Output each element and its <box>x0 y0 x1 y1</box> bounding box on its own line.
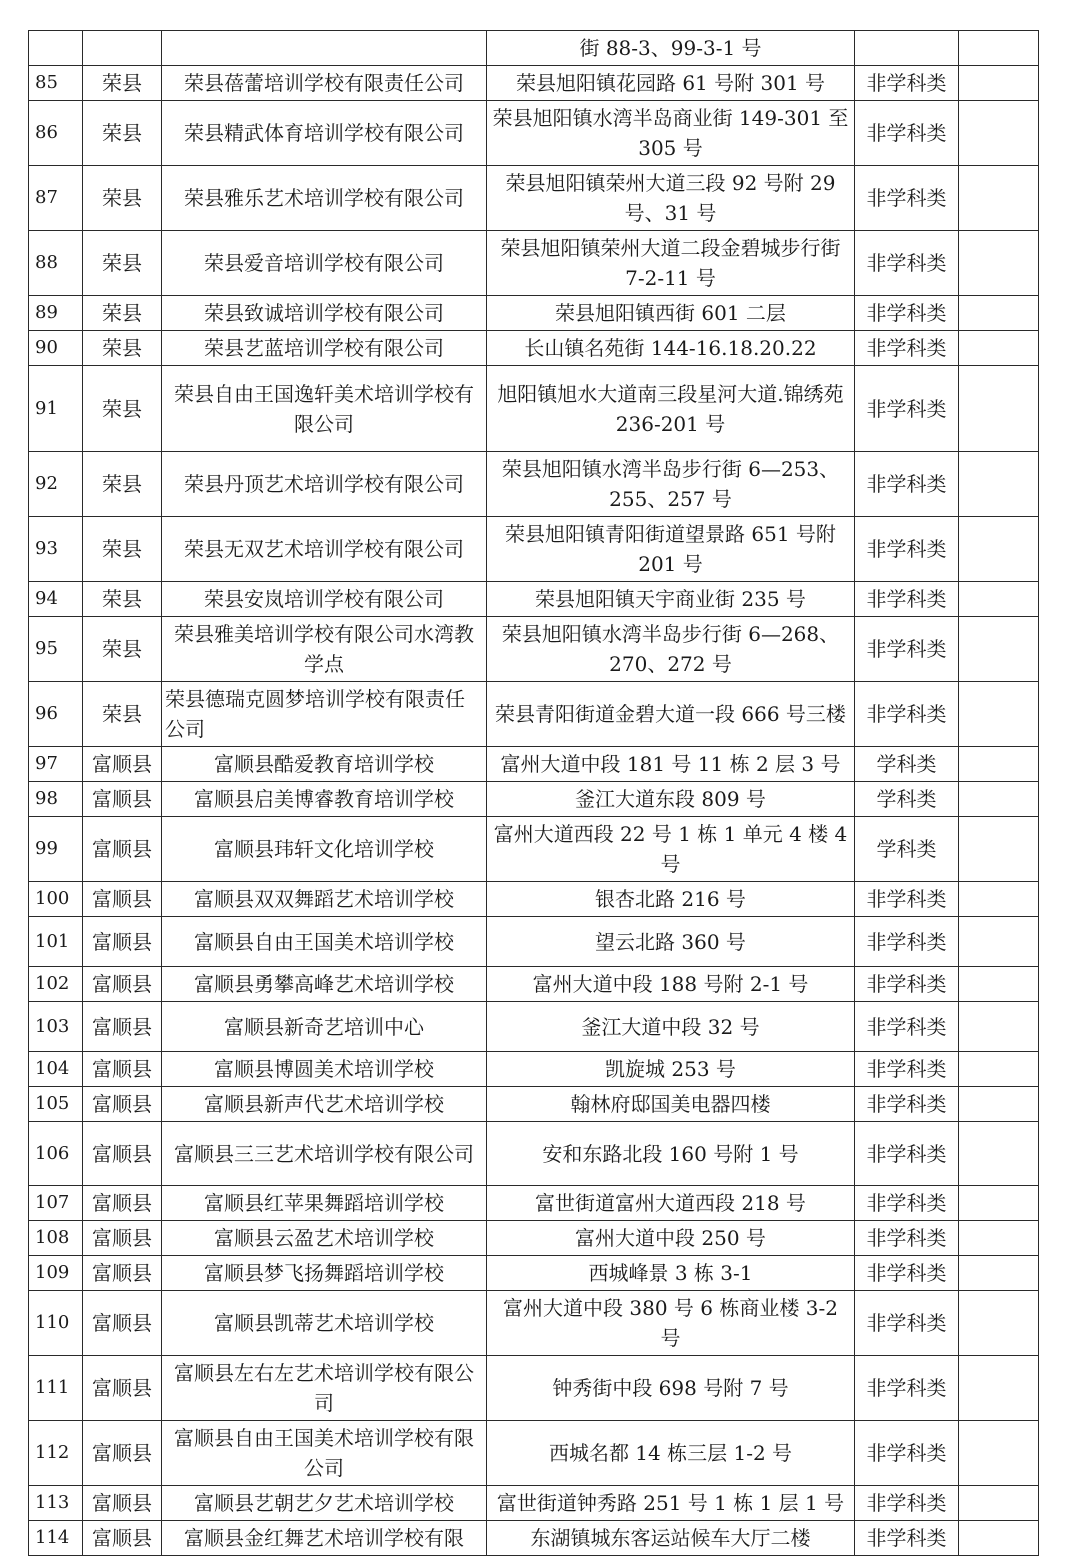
cell-category: 非学科类 <box>855 296 959 331</box>
cell-address: 荣县青阳街道金碧大道一段 666 号三楼 <box>487 682 855 747</box>
cell-number: 100 <box>29 882 83 917</box>
cell-county: 荣县 <box>83 101 162 166</box>
cell-number: 89 <box>29 296 83 331</box>
cell-number: 88 <box>29 231 83 296</box>
cell-address: 西城峰景 3 栋 3-1 <box>487 1256 855 1291</box>
cell-note <box>959 967 1039 1002</box>
cell-school-name: 荣县无双艺术培训学校有限公司 <box>162 517 487 582</box>
table-row <box>29 1291 1039 1356</box>
cell-number: 114 <box>29 1521 83 1556</box>
cell-note <box>959 1052 1039 1087</box>
cell-number: 102 <box>29 967 83 1002</box>
cell-category: 非学科类 <box>855 1291 959 1356</box>
cell-school-name: 荣县自由王国逸轩美术培训学校有限公司 <box>162 366 487 452</box>
cell-county: 富顺县 <box>83 917 162 967</box>
cell-county: 富顺县 <box>83 817 162 882</box>
cell-school-name: 富顺县启美博睿教育培训学校 <box>162 782 487 817</box>
cell-category: 非学科类 <box>855 1521 959 1556</box>
cell-address: 安和东路北段 160 号附 1 号 <box>487 1122 855 1186</box>
cell-note <box>959 682 1039 747</box>
cell-note <box>959 1421 1039 1486</box>
table-row <box>29 31 1039 66</box>
cell-category: 学科类 <box>855 817 959 882</box>
cell-number: 106 <box>29 1122 83 1186</box>
cell-address: 钟秀街中段 698 号附 7 号 <box>487 1356 855 1421</box>
cell-note <box>959 617 1039 682</box>
cell-number: 91 <box>29 366 83 452</box>
cell-number: 108 <box>29 1221 83 1256</box>
cell-note <box>959 452 1039 517</box>
cell-county: 荣县 <box>83 617 162 682</box>
cell-address: 银杏北路 216 号 <box>487 882 855 917</box>
cell-address: 荣县旭阳镇荣州大道三段 92 号附 29 号、31 号 <box>487 166 855 231</box>
cell-note <box>959 782 1039 817</box>
cell-category: 非学科类 <box>855 1256 959 1291</box>
table-row <box>29 747 1039 782</box>
cell-category: 非学科类 <box>855 882 959 917</box>
cell-address: 荣县旭阳镇西街 601 二层 <box>487 296 855 331</box>
cell-school-name: 荣县雅美培训学校有限公司水湾教学点 <box>162 617 487 682</box>
cell-number: 103 <box>29 1002 83 1052</box>
cell-school-name: 富顺县新奇艺培训中心 <box>162 1002 487 1052</box>
cell-note <box>959 1486 1039 1521</box>
cell-school-name: 富顺县云盈艺术培训学校 <box>162 1221 487 1256</box>
cell-number: 97 <box>29 747 83 782</box>
table-row <box>29 1256 1039 1291</box>
cell-number: 95 <box>29 617 83 682</box>
cell-school-name <box>162 31 487 66</box>
table-row <box>29 817 1039 882</box>
cell-note <box>959 366 1039 452</box>
cell-category: 非学科类 <box>855 166 959 231</box>
cell-address: 富州大道中段 181 号 11 栋 2 层 3 号 <box>487 747 855 782</box>
cell-number: 92 <box>29 452 83 517</box>
cell-number: 87 <box>29 166 83 231</box>
cell-note <box>959 817 1039 882</box>
cell-county: 富顺县 <box>83 1221 162 1256</box>
cell-school-name: 富顺县梦飞扬舞蹈培训学校 <box>162 1256 487 1291</box>
cell-address: 望云北路 360 号 <box>487 917 855 967</box>
cell-school-name: 荣县艺蓝培训学校有限公司 <box>162 331 487 366</box>
cell-category: 非学科类 <box>855 452 959 517</box>
cell-address: 富世街道钟秀路 251 号 1 栋 1 层 1 号 <box>487 1486 855 1521</box>
cell-county: 荣县 <box>83 682 162 747</box>
cell-address: 富州大道西段 22 号 1 栋 1 单元 4 楼 4 号 <box>487 817 855 882</box>
cell-school-name: 富顺县博圆美术培训学校 <box>162 1052 487 1087</box>
cell-school-name: 富顺县双双舞蹈艺术培训学校 <box>162 882 487 917</box>
table-row <box>29 882 1039 917</box>
table-row <box>29 1421 1039 1486</box>
cell-address: 富世街道富州大道西段 218 号 <box>487 1186 855 1221</box>
cell-county: 荣县 <box>83 231 162 296</box>
cell-school-name: 富顺县玮轩文化培训学校 <box>162 817 487 882</box>
cell-school-name: 富顺县三三艺术培训学校有限公司 <box>162 1122 487 1186</box>
cell-county <box>83 31 162 66</box>
table-body <box>29 31 1039 1556</box>
cell-category: 非学科类 <box>855 101 959 166</box>
cell-number: 104 <box>29 1052 83 1087</box>
cell-category: 非学科类 <box>855 1486 959 1521</box>
cell-category: 非学科类 <box>855 582 959 617</box>
cell-note <box>959 1291 1039 1356</box>
cell-category: 非学科类 <box>855 1002 959 1052</box>
cell-school-name: 荣县致诚培训学校有限公司 <box>162 296 487 331</box>
cell-address: 富州大道中段 250 号 <box>487 1221 855 1256</box>
cell-note <box>959 917 1039 967</box>
cell-school-name: 富顺县红苹果舞蹈培训学校 <box>162 1186 487 1221</box>
cell-address: 荣县旭阳镇花园路 61 号附 301 号 <box>487 66 855 101</box>
cell-note <box>959 747 1039 782</box>
cell-note <box>959 517 1039 582</box>
training-school-table <box>28 30 1039 1556</box>
cell-number: 111 <box>29 1356 83 1421</box>
cell-note <box>959 296 1039 331</box>
table-row <box>29 917 1039 967</box>
cell-school-name: 富顺县自由王国美术培训学校有限公司 <box>162 1421 487 1486</box>
cell-category: 非学科类 <box>855 917 959 967</box>
cell-county: 荣县 <box>83 296 162 331</box>
cell-category: 非学科类 <box>855 66 959 101</box>
cell-number: 107 <box>29 1186 83 1221</box>
cell-category: 非学科类 <box>855 682 959 747</box>
cell-county: 富顺县 <box>83 1356 162 1421</box>
cell-note <box>959 1221 1039 1256</box>
table-row <box>29 231 1039 296</box>
cell-note <box>959 1521 1039 1556</box>
cell-address: 荣县旭阳镇荣州大道二段金碧城步行街 7-2-11 号 <box>487 231 855 296</box>
cell-note <box>959 66 1039 101</box>
table-row <box>29 782 1039 817</box>
cell-number: 94 <box>29 582 83 617</box>
cell-category: 非学科类 <box>855 517 959 582</box>
table-row <box>29 517 1039 582</box>
cell-county: 富顺县 <box>83 1052 162 1087</box>
cell-number: 105 <box>29 1087 83 1122</box>
cell-county: 富顺县 <box>83 1521 162 1556</box>
cell-school-name: 荣县雅乐艺术培训学校有限公司 <box>162 166 487 231</box>
cell-address: 长山镇名苑街 144-16.18.20.22 <box>487 331 855 366</box>
cell-category: 非学科类 <box>855 1087 959 1122</box>
cell-note <box>959 331 1039 366</box>
cell-school-name: 荣县丹顶艺术培训学校有限公司 <box>162 452 487 517</box>
table-row <box>29 617 1039 682</box>
cell-address: 釜江大道东段 809 号 <box>487 782 855 817</box>
cell-address: 凯旋城 253 号 <box>487 1052 855 1087</box>
cell-address: 荣县旭阳镇水湾半岛商业街 149-301 至 305 号 <box>487 101 855 166</box>
cell-county: 富顺县 <box>83 782 162 817</box>
cell-note <box>959 582 1039 617</box>
cell-school-name: 富顺县艺朝艺夕艺术培训学校 <box>162 1486 487 1521</box>
cell-county: 富顺县 <box>83 1186 162 1221</box>
cell-category: 非学科类 <box>855 366 959 452</box>
cell-number: 96 <box>29 682 83 747</box>
cell-number: 110 <box>29 1291 83 1356</box>
cell-address: 翰林府邸国美电器四楼 <box>487 1087 855 1122</box>
cell-address: 旭阳镇旭水大道南三段星河大道.锦绣苑 236-201 号 <box>487 366 855 452</box>
cell-category: 非学科类 <box>855 1052 959 1087</box>
cell-county: 荣县 <box>83 166 162 231</box>
cell-county: 富顺县 <box>83 1291 162 1356</box>
cell-county: 荣县 <box>83 331 162 366</box>
cell-county: 富顺县 <box>83 967 162 1002</box>
cell-school-name: 荣县德瑞克圆梦培训学校有限责任公司 <box>162 682 487 747</box>
cell-note <box>959 1186 1039 1221</box>
cell-number: 85 <box>29 66 83 101</box>
cell-county: 富顺县 <box>83 1256 162 1291</box>
cell-category: 非学科类 <box>855 1356 959 1421</box>
cell-school-name: 富顺县勇攀高峰艺术培训学校 <box>162 967 487 1002</box>
cell-category: 非学科类 <box>855 1186 959 1221</box>
cell-school-name: 富顺县凯蒂艺术培训学校 <box>162 1291 487 1356</box>
cell-school-name: 富顺县金红舞艺术培训学校有限 <box>162 1521 487 1556</box>
cell-school-name: 富顺县酷爱教育培训学校 <box>162 747 487 782</box>
table-row <box>29 296 1039 331</box>
cell-number <box>29 31 83 66</box>
cell-number: 113 <box>29 1486 83 1521</box>
cell-note <box>959 1122 1039 1186</box>
cell-note <box>959 1256 1039 1291</box>
cell-address: 东湖镇城东客运站候车大厅二楼 <box>487 1521 855 1556</box>
cell-number: 109 <box>29 1256 83 1291</box>
cell-number: 99 <box>29 817 83 882</box>
cell-school-name: 富顺县左右左艺术培训学校有限公司 <box>162 1356 487 1421</box>
cell-county: 荣县 <box>83 66 162 101</box>
cell-address: 釜江大道中段 32 号 <box>487 1002 855 1052</box>
table-row <box>29 1221 1039 1256</box>
table-row <box>29 1486 1039 1521</box>
cell-school-name: 荣县爱音培训学校有限公司 <box>162 231 487 296</box>
cell-category: 非学科类 <box>855 1421 959 1486</box>
cell-number: 112 <box>29 1421 83 1486</box>
cell-category <box>855 31 959 66</box>
cell-number: 98 <box>29 782 83 817</box>
table-row <box>29 1521 1039 1556</box>
cell-county: 富顺县 <box>83 1087 162 1122</box>
cell-county: 富顺县 <box>83 1486 162 1521</box>
table-row <box>29 967 1039 1002</box>
table-row <box>29 166 1039 231</box>
cell-note <box>959 1002 1039 1052</box>
cell-category: 非学科类 <box>855 967 959 1002</box>
cell-note <box>959 1356 1039 1421</box>
table-row <box>29 582 1039 617</box>
cell-note <box>959 882 1039 917</box>
cell-note <box>959 31 1039 66</box>
table-row <box>29 366 1039 452</box>
cell-address: 富州大道中段 188 号附 2-1 号 <box>487 967 855 1002</box>
table-row <box>29 101 1039 166</box>
cell-number: 90 <box>29 331 83 366</box>
cell-note <box>959 231 1039 296</box>
cell-county: 荣县 <box>83 452 162 517</box>
cell-county: 富顺县 <box>83 747 162 782</box>
cell-category: 学科类 <box>855 782 959 817</box>
cell-category: 学科类 <box>855 747 959 782</box>
cell-county: 富顺县 <box>83 1421 162 1486</box>
cell-county: 富顺县 <box>83 1002 162 1052</box>
cell-county: 富顺县 <box>83 1122 162 1186</box>
table-row <box>29 1356 1039 1421</box>
cell-county: 荣县 <box>83 366 162 452</box>
table-row <box>29 452 1039 517</box>
cell-number: 93 <box>29 517 83 582</box>
cell-category: 非学科类 <box>855 1122 959 1186</box>
table-row <box>29 1122 1039 1186</box>
cell-category: 非学科类 <box>855 617 959 682</box>
table-row <box>29 1087 1039 1122</box>
cell-school-name: 荣县安岚培训学校有限公司 <box>162 582 487 617</box>
cell-note <box>959 1087 1039 1122</box>
cell-school-name: 富顺县自由王国美术培训学校 <box>162 917 487 967</box>
cell-address: 荣县旭阳镇水湾半岛步行街 6—268、270、272 号 <box>487 617 855 682</box>
cell-category: 非学科类 <box>855 231 959 296</box>
table-row <box>29 1186 1039 1221</box>
cell-school-name: 荣县蓓蕾培训学校有限责任公司 <box>162 66 487 101</box>
cell-county: 富顺县 <box>83 882 162 917</box>
table-row <box>29 1052 1039 1087</box>
cell-number: 101 <box>29 917 83 967</box>
cell-address: 街 88-3、99-3-1 号 <box>487 31 855 66</box>
cell-county: 荣县 <box>83 517 162 582</box>
cell-address: 荣县旭阳镇水湾半岛步行街 6—253、255、257 号 <box>487 452 855 517</box>
document-page <box>28 30 1038 1556</box>
cell-category: 非学科类 <box>855 331 959 366</box>
cell-school-name: 富顺县新声代艺术培训学校 <box>162 1087 487 1122</box>
cell-county: 荣县 <box>83 582 162 617</box>
cell-address: 荣县旭阳镇青阳街道望景路 651 号附 201 号 <box>487 517 855 582</box>
cell-note <box>959 166 1039 231</box>
cell-address: 西城名都 14 栋三层 1-2 号 <box>487 1421 855 1486</box>
table-row <box>29 1002 1039 1052</box>
table-row <box>29 66 1039 101</box>
cell-address: 富州大道中段 380 号 6 栋商业楼 3-2 号 <box>487 1291 855 1356</box>
cell-category: 非学科类 <box>855 1221 959 1256</box>
table-row <box>29 331 1039 366</box>
table-row <box>29 682 1039 747</box>
cell-note <box>959 101 1039 166</box>
cell-number: 86 <box>29 101 83 166</box>
cell-school-name: 荣县精武体育培训学校有限公司 <box>162 101 487 166</box>
cell-address: 荣县旭阳镇天宇商业街 235 号 <box>487 582 855 617</box>
